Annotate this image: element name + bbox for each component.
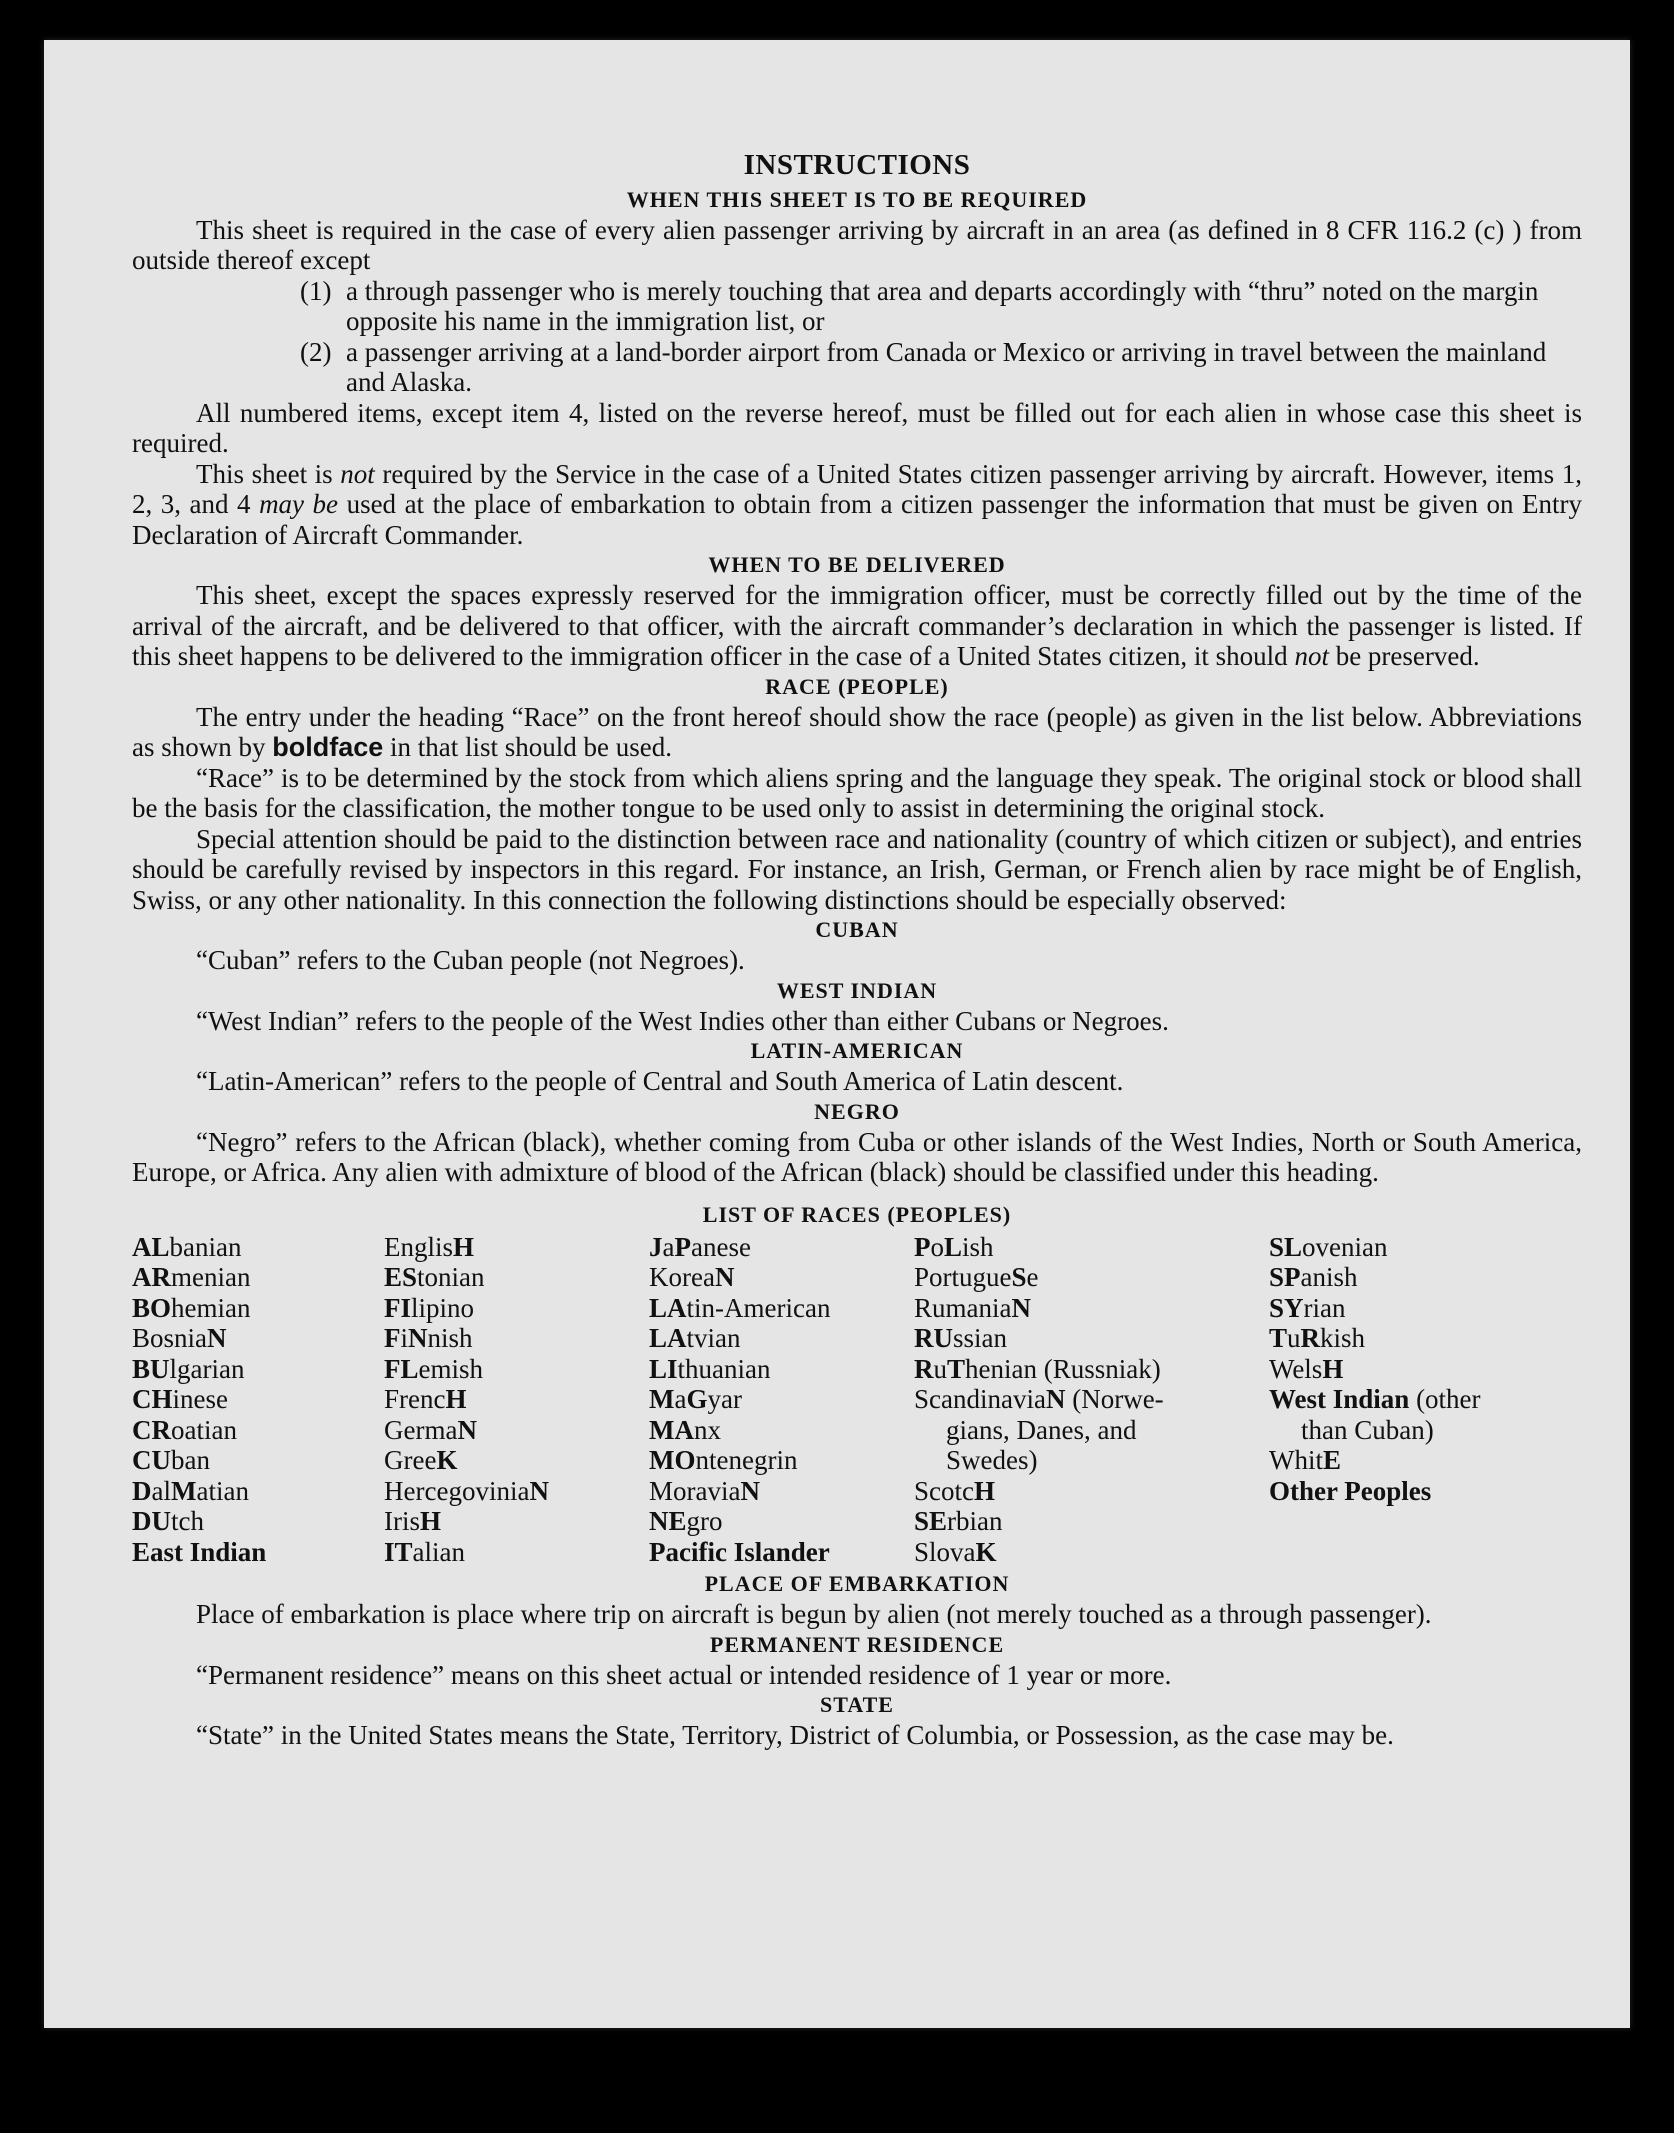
- race-entry: [914, 1384, 1269, 1415]
- emphasis-not: not: [1294, 641, 1329, 671]
- race-abbreviation: J: [649, 1231, 663, 1262]
- race-abbreviation: H: [453, 1231, 475, 1262]
- race-abbreviation: F: [384, 1323, 401, 1353]
- race-entry: [132, 1232, 384, 1263]
- race-text: menian: [171, 1262, 251, 1292]
- race-entry: [649, 1293, 914, 1324]
- paragraph-citizen-exemption: [132, 459, 1582, 551]
- paragraph-numbered-items: All numbered items, except item 4, listed on the reverse hereof, must be filled out for each alien in whose case this sheet is required.: [132, 397, 1582, 458]
- race-abbreviation: MO: [649, 1445, 696, 1475]
- race-abbreviation: N: [457, 1414, 477, 1445]
- item-number: (1): [300, 275, 332, 306]
- instructions-content: [132, 150, 1582, 1751]
- heading-race: RACE (PEOPLE): [765, 673, 949, 699]
- race-abbreviation: H: [445, 1384, 467, 1414]
- emphasis-may-be: may be: [259, 489, 339, 519]
- race-entry: [384, 1384, 649, 1415]
- race-abbreviation: LA: [649, 1292, 687, 1323]
- race-abbreviation: LA: [649, 1323, 687, 1353]
- race-abbreviation: SL: [1269, 1231, 1303, 1262]
- race-entry: [1269, 1262, 1582, 1293]
- race-abbreviation: G: [686, 1384, 708, 1414]
- race-abbreviation: S: [1011, 1262, 1027, 1292]
- race-abbreviation: LI: [649, 1353, 678, 1384]
- race-abbreviation: N: [529, 1475, 549, 1506]
- race-entry: [649, 1262, 914, 1293]
- race-text: a: [674, 1384, 687, 1414]
- race-abbreviation: H: [974, 1475, 996, 1506]
- race-abbreviation: ES: [384, 1262, 418, 1292]
- race-abbreviation: CH: [132, 1384, 173, 1414]
- race-abbreviation: East Indian: [132, 1536, 267, 1567]
- heading-list-of-races: LIST OF RACES (PEOPLES): [702, 1201, 1012, 1227]
- paragraph-race-nationality: Special attention should be paid to the distinction between race and nationality (country of which citizen or subject), and entries should be carefully revised by inspectors in this regard. For instance, an Irish, German, or French alien by race might be of English, Swiss, or any other nationality. In this connection the following distinctions should be especially observed:: [132, 823, 1582, 915]
- race-entry: [649, 1445, 914, 1476]
- race-text: henian (Russniak): [965, 1353, 1161, 1384]
- race-abbreviation: N: [740, 1475, 760, 1506]
- race-text: i: [400, 1323, 409, 1353]
- race-abbreviation: CR: [132, 1414, 171, 1445]
- race-entry: [649, 1415, 914, 1446]
- race-text: al: [151, 1475, 171, 1506]
- races-column-4: [914, 1232, 1269, 1568]
- race-abbreviation: R: [1300, 1323, 1321, 1353]
- exception-item-1: [300, 276, 1582, 337]
- race-entry: [1269, 1384, 1582, 1415]
- race-abbreviation: FI: [384, 1292, 411, 1323]
- paragraph-west-indian: “West Indian” refers to the people of the West Indies other than either Cubans or Negroes.: [196, 1005, 1169, 1036]
- race-abbreviation: Other Peoples: [1269, 1475, 1432, 1506]
- race-abbreviation: N: [207, 1323, 227, 1353]
- race-abbreviation: NE: [649, 1506, 687, 1536]
- race-entry: [132, 1293, 384, 1324]
- race-entry: [1269, 1293, 1582, 1324]
- document-page: [44, 40, 1630, 2028]
- heading-permanent-residence: PERMANENT RESIDENCE: [709, 1631, 1005, 1657]
- heading-state: STATE: [820, 1692, 894, 1717]
- race-abbreviation: IT: [384, 1536, 413, 1567]
- race-text: emish: [418, 1353, 484, 1384]
- race-abbreviation: SP: [1269, 1262, 1301, 1292]
- race-abbreviation: N: [1045, 1384, 1066, 1414]
- heading-latin-american: LATIN-AMERICAN: [750, 1038, 964, 1063]
- race-abbreviation: T: [1269, 1323, 1288, 1353]
- race-entry: [914, 1415, 1269, 1446]
- race-abbreviation: SY: [1269, 1292, 1304, 1323]
- text-run: The entry under the heading “Race” on the front hereof should show the race (people) as given in the list below. Abbreviations as shown by: [132, 701, 1582, 762]
- race-abbreviation: H: [420, 1506, 442, 1536]
- race-entry: [132, 1262, 384, 1293]
- heading-place-of-embarkation: PLACE OF EMBARKATION: [704, 1571, 1010, 1596]
- paragraph-race-definition: “Race” is to be determined by the stock from which aliens spring and the language they speak. The original stock or blood shall be the basis for the classification, the mother tongue to be used only to assist in determining the original stock.: [132, 762, 1582, 823]
- paragraph-cuban: “Cuban” refers to the Cuban people (not Negroes).: [196, 945, 745, 975]
- race-text: ovenian: [1302, 1231, 1388, 1262]
- race-text: hemian: [171, 1292, 251, 1323]
- race-text: anish: [1300, 1262, 1358, 1292]
- races-column-1: [132, 1232, 384, 1568]
- race-entry: [914, 1293, 1269, 1324]
- paragraph-latin-american: “Latin-American” refers to the people of Central and South America of Latin descent.: [196, 1066, 1124, 1096]
- race-text: o: [930, 1231, 944, 1262]
- race-text: Hercegovinia: [384, 1475, 530, 1506]
- race-entry: [649, 1354, 914, 1385]
- race-text: u: [1287, 1323, 1301, 1353]
- race-entry: [132, 1476, 384, 1507]
- race-abbreviation: K: [436, 1445, 458, 1475]
- race-entry: [384, 1232, 649, 1263]
- race-abbreviation: M: [171, 1475, 197, 1506]
- race-text: Frenc: [384, 1384, 446, 1414]
- race-text: ban: [171, 1445, 210, 1475]
- race-text: Korea: [649, 1262, 715, 1292]
- races-column-3: [649, 1232, 914, 1568]
- race-entry: [1269, 1323, 1582, 1354]
- race-entry: [384, 1537, 649, 1568]
- race-abbreviation: K: [975, 1536, 997, 1567]
- race-text: rian: [1303, 1292, 1346, 1323]
- text-run: This sheet is: [196, 458, 341, 489]
- race-abbreviation: AL: [132, 1231, 170, 1262]
- race-entry: [132, 1445, 384, 1476]
- races-column-2: [384, 1232, 649, 1568]
- race-abbreviation: R: [914, 1353, 934, 1384]
- race-text: nx: [693, 1414, 721, 1445]
- heading-when-required: WHEN THIS SHEET IS TO BE REQUIRED: [626, 186, 1088, 212]
- race-text: Wels: [1269, 1353, 1323, 1384]
- race-entry: [132, 1506, 384, 1537]
- paragraph-state: “State” in the United States means the State, Territory, District of Columbia, or Possession, as the case may be.: [196, 1720, 1394, 1750]
- race-entry: [914, 1232, 1269, 1263]
- text-run: be preserved.: [1328, 641, 1480, 671]
- race-abbreviation: P: [914, 1231, 931, 1262]
- race-text: tch: [171, 1506, 204, 1536]
- race-entry: [914, 1262, 1269, 1293]
- race-abbreviation: DU: [132, 1506, 171, 1536]
- race-entry: [914, 1476, 1269, 1507]
- race-entry: [132, 1415, 384, 1446]
- text-run: used at the place of embarkation to obtain from a citizen passenger the information that must be given on Entry Declaration of Aircraft Commander.: [132, 489, 1583, 550]
- race-text: a: [662, 1231, 675, 1262]
- race-entry: [384, 1354, 649, 1385]
- race-entry: [914, 1354, 1269, 1385]
- race-text: Germa: [384, 1414, 458, 1445]
- paragraph-delivery: [132, 580, 1582, 672]
- race-text: Gree: [384, 1445, 437, 1475]
- race-text: rbian: [947, 1506, 1003, 1536]
- race-text: (other: [1409, 1384, 1481, 1414]
- race-text: Scotc: [914, 1475, 974, 1506]
- race-text: yar: [707, 1384, 742, 1414]
- item-number: (2): [300, 336, 332, 367]
- text-run: in that list should be used.: [383, 732, 673, 762]
- race-abbreviation: L: [944, 1231, 963, 1262]
- race-entry: [132, 1537, 384, 1568]
- race-text: banian: [169, 1231, 242, 1262]
- race-abbreviation: BU: [132, 1353, 170, 1384]
- race-abbreviation: CU: [132, 1445, 171, 1475]
- race-text: gians, Danes, and: [946, 1414, 1137, 1445]
- race-text: Iris: [384, 1506, 420, 1536]
- race-text: oatian: [171, 1414, 237, 1445]
- race-abbreviation: M: [649, 1384, 675, 1414]
- item-text: a through passenger who is merely touching that area and departs accordingly with “thru” noted on the margin opposite his name in the immigration list, or: [346, 275, 1539, 336]
- race-entry: [914, 1323, 1269, 1354]
- race-text: lipino: [411, 1292, 475, 1323]
- race-entry: [384, 1476, 649, 1507]
- race-entry: [1269, 1476, 1582, 1507]
- race-entry: [1269, 1445, 1582, 1476]
- item-text: a passenger arriving at a land-border airport from Canada or Mexico or arriving in travel between the mainland and Alaska.: [346, 336, 1547, 397]
- race-text: (Norwe-: [1065, 1384, 1164, 1414]
- heading-negro: NEGRO: [814, 1098, 900, 1124]
- race-entry: [384, 1445, 649, 1476]
- race-text: ntenegrin: [695, 1445, 798, 1475]
- race-text: Englis: [384, 1231, 454, 1262]
- race-abbreviation: SE: [914, 1506, 948, 1536]
- race-text: Bosnia: [132, 1323, 208, 1353]
- race-text: Swedes): [946, 1445, 1038, 1475]
- races-column-5: [1269, 1232, 1582, 1568]
- race-entry: [1269, 1232, 1582, 1263]
- race-text: nish: [427, 1323, 473, 1353]
- race-entry: [649, 1506, 914, 1537]
- race-abbreviation: AR: [132, 1262, 171, 1292]
- race-text: e: [1026, 1262, 1039, 1292]
- race-text: Whit: [1269, 1445, 1323, 1475]
- race-text: thuanian: [677, 1353, 771, 1384]
- race-text: gro: [686, 1506, 723, 1536]
- race-text: lgarian: [169, 1353, 245, 1384]
- paragraph-required-intro: This sheet is required in the case of every alien passenger arriving by aircraft in an area (as defined in 8 CFR 116.2 (c) ) from outside thereof except: [132, 214, 1582, 275]
- race-entry: [649, 1476, 914, 1507]
- race-text: Moravia: [649, 1475, 741, 1506]
- exception-item-2: [300, 337, 1582, 398]
- race-abbreviation: T: [947, 1353, 966, 1384]
- race-entry: [384, 1323, 649, 1354]
- race-text: tvian: [686, 1323, 741, 1353]
- race-text: Portugue: [914, 1262, 1012, 1292]
- race-text: u: [933, 1353, 947, 1384]
- paragraph-race-entry: [132, 702, 1582, 763]
- race-abbreviation: H: [1322, 1353, 1344, 1384]
- boldface-word: boldface: [272, 732, 384, 762]
- race-text: tin-American: [686, 1292, 831, 1323]
- race-entry: [1269, 1415, 1582, 1446]
- race-text: tonian: [417, 1262, 485, 1292]
- race-entry: [649, 1323, 914, 1354]
- text-run: This sheet, except the spaces expressly reserved for the immigration officer, must be correctly filled out by the time of the arrival of the aircraft, and be delivered to that officer, with the aircraft commander’s declaration in which the passenger is listed. If this sheet happens to be delivered to the immigration officer in the case of a United States citizen, it should: [132, 580, 1582, 671]
- race-abbreviation: N: [1011, 1292, 1031, 1323]
- race-text: alian: [412, 1536, 466, 1567]
- page-title: INSTRUCTIONS: [743, 149, 971, 181]
- race-text: Rumania: [914, 1292, 1012, 1323]
- race-entry: [914, 1506, 1269, 1537]
- race-entry: [132, 1384, 384, 1415]
- race-text: ish: [962, 1231, 994, 1262]
- race-text: ssian: [953, 1323, 1007, 1353]
- paragraph-place-of-embarkation: Place of embarkation is place where trip on aircraft is begun by alien (not merely touched as a through passenger).: [196, 1599, 1432, 1629]
- heading-when-delivered: WHEN TO BE DELIVERED: [708, 552, 1006, 577]
- races-list: [132, 1232, 1582, 1568]
- race-abbreviation: P: [674, 1231, 691, 1262]
- race-text: Scandinavia: [914, 1384, 1046, 1414]
- heading-cuban: CUBAN: [815, 917, 899, 942]
- race-text: inese: [172, 1384, 228, 1414]
- emphasis-not: not: [340, 458, 375, 489]
- race-text: than Cuban): [1301, 1414, 1434, 1445]
- race-entry: [649, 1384, 914, 1415]
- race-entry: [384, 1293, 649, 1324]
- race-abbreviation: N: [714, 1262, 735, 1292]
- race-entry: [914, 1537, 1269, 1568]
- race-abbreviation: D: [132, 1475, 152, 1506]
- paragraph-negro: “Negro” refers to the African (black), whether coming from Cuba or other islands of the West Indies, North or South America, Europe, or Africa. Any alien with admixture of blood of the African (black) should be classified under this heading.: [132, 1126, 1582, 1187]
- text-run: required by the Service in the case of a United States citizen passenger arriving by aircraft. However, items 1, 2, 3, and 4: [132, 458, 1582, 519]
- race-abbreviation: RU: [914, 1323, 953, 1353]
- race-abbreviation: BO: [132, 1292, 172, 1323]
- race-abbreviation: E: [1323, 1445, 1342, 1475]
- race-abbreviation: West Indian: [1269, 1384, 1410, 1414]
- race-entry: [384, 1415, 649, 1446]
- race-text: kish: [1320, 1323, 1366, 1353]
- race-abbreviation: N: [408, 1323, 428, 1353]
- heading-west-indian: WEST INDIAN: [776, 977, 938, 1003]
- race-entry: [649, 1537, 914, 1568]
- race-entry: [914, 1445, 1269, 1476]
- race-abbreviation: FL: [384, 1353, 419, 1384]
- race-entry: [132, 1323, 384, 1354]
- race-entry: [132, 1354, 384, 1385]
- race-entry: [649, 1232, 914, 1263]
- race-text: Slova: [914, 1536, 976, 1567]
- race-entry: [1269, 1354, 1582, 1385]
- race-text: atian: [196, 1475, 249, 1506]
- race-text: anese: [690, 1231, 751, 1262]
- race-abbreviation: Pacific Islander: [649, 1536, 830, 1567]
- race-abbreviation: MA: [649, 1414, 694, 1445]
- race-entry: [384, 1262, 649, 1293]
- race-entry: [384, 1506, 649, 1537]
- paragraph-permanent-residence: “Permanent residence” means on this sheet actual or intended residence of 1 year or more.: [196, 1659, 1172, 1690]
